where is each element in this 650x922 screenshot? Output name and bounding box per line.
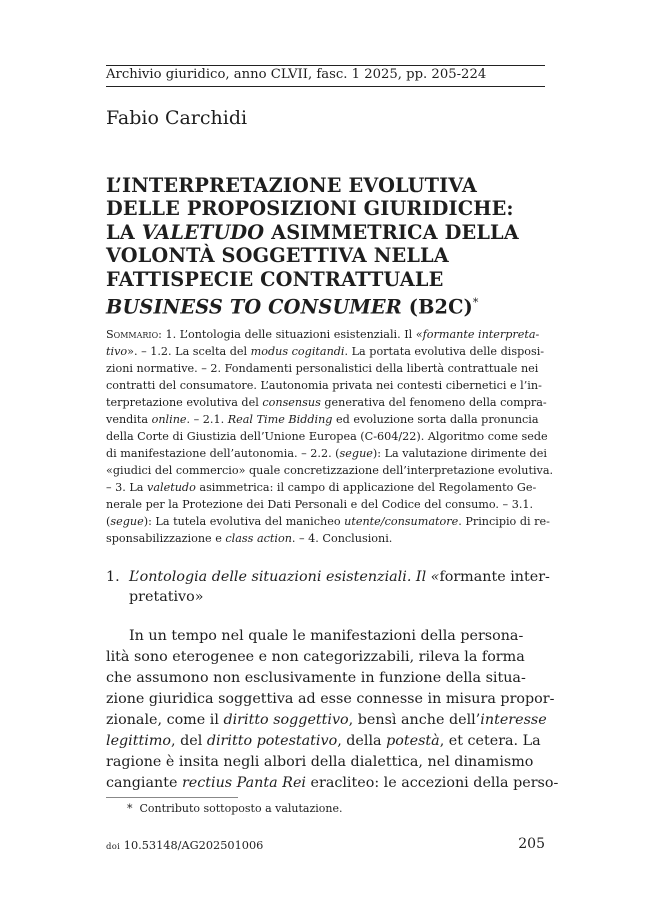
body-line: zionale, come il diritto soggettivo, bensì anche dell’interesse bbox=[106, 712, 547, 728]
article-title bbox=[106, 174, 551, 319]
summary-line: della Corte di Giustizia dell’Unione Europea (C-604/22). Algoritmo come sede bbox=[106, 430, 548, 443]
summary-line: zioni normative. – 2. Fondamenti personalistici della libertà contrattuale nei bbox=[106, 362, 539, 375]
summary-line: vendita online. – 2.1. Real Time Bidding ed evoluzione sorta dalla pronuncia bbox=[106, 413, 539, 426]
summary-line: (segue): La tutela evolutiva del manicheo utente/consumatore. Principio di re- bbox=[106, 515, 550, 528]
title-footnote-mark: * bbox=[472, 296, 479, 310]
summary-line: Sommario: 1. L’ontologia delle situazioni esistenziali. Il «formante interpreta- bbox=[106, 328, 540, 341]
footnote-mark: * bbox=[127, 802, 133, 815]
footnote-divider bbox=[106, 797, 238, 798]
section-heading bbox=[106, 567, 550, 607]
section-number: 1. bbox=[106, 569, 120, 585]
page-number: 205 bbox=[518, 836, 545, 852]
body-line: legittimo, del diritto potestativo, della potestà, et cetera. La bbox=[106, 733, 541, 749]
header-top-rule bbox=[106, 65, 545, 66]
summary-label: Sommario bbox=[106, 328, 159, 341]
title-line: VOLONTÀ SOGGETTIVA NELLA bbox=[106, 244, 449, 268]
author-name: Fabio Carchidi bbox=[106, 107, 248, 129]
doi-value: 10.53148/AG202501006 bbox=[123, 839, 264, 852]
journal-citation: Archivio giuridico, anno CLVII, fasc. 1 2025, pp. 205-224 bbox=[106, 67, 487, 82]
header-bottom-rule bbox=[106, 86, 545, 87]
body-line: zione giuridica soggettiva ad esse connesse in misura propor- bbox=[106, 691, 555, 707]
section-title-roman: formante inter- bbox=[439, 569, 550, 585]
body-line: lità sono eterogenee e non categorizzabili, rileva la forma bbox=[106, 649, 525, 665]
title-line: LA VALETUDO ASIMMETRICA DELLA bbox=[106, 220, 519, 244]
summary-line: sponsabilizzazione e class action. – 4. Conclusioni. bbox=[106, 532, 393, 545]
body-line: che assumono non esclusivamente in funzione della situa- bbox=[106, 670, 526, 686]
summary-line: – 3. La valetudo asimmetrica: il campo di applicazione del Regolamento Ge- bbox=[106, 481, 537, 494]
footnote-text: Contributo sottoposto a valutazione. bbox=[139, 802, 343, 815]
body-line: ragione è insita negli albori della dialettica, nel dinamismo bbox=[106, 754, 534, 770]
summary-block bbox=[106, 326, 554, 547]
doi-label: doi bbox=[106, 842, 121, 852]
body-paragraph bbox=[106, 626, 559, 794]
section-title-italic: L’ontologia delle situazioni esistenziali. Il « bbox=[129, 569, 440, 585]
summary-line: «giudici del commercio» quale concretizzazione dell’interpretazione evolutiva. bbox=[106, 464, 554, 477]
summary-line: tivo». – 1.2. La scelta del modus cogitandi. La portata evolutiva delle disposi- bbox=[106, 345, 545, 358]
section-title-line2: pretativo» bbox=[129, 589, 204, 605]
summary-line: di manifestazione dell’autonomia. – 2.2. (segue): La valutazione dirimente dei bbox=[106, 447, 547, 460]
title-line: L’INTERPRETAZIONE EVOLUTIVA bbox=[106, 174, 478, 197]
body-line: cangiante rectius Panta Rei eracliteo: le accezioni della perso- bbox=[106, 775, 559, 791]
footnote bbox=[127, 802, 343, 816]
summary-line: contratti del consumatore. L’autonomia privata nei contesti cibernetici e l’in- bbox=[106, 379, 542, 392]
title-line: DELLE PROPOSIZIONI GIURIDICHE: bbox=[106, 197, 514, 221]
doi-line bbox=[106, 839, 263, 854]
summary-line: nerale per la Protezione dei Dati Personali e del Codice del consumo. – 3.1. bbox=[106, 498, 534, 511]
summary-line: terpretazione evolutiva del consensus generativa del fenomeno della compra- bbox=[106, 396, 547, 409]
title-line: FATTISPECIE CONTRATTUALE bbox=[106, 267, 444, 291]
title-line: BUSINESS TO CONSUMER (B2C)* bbox=[106, 295, 479, 319]
body-line: In un tempo nel quale le manifestazioni della persona- bbox=[129, 628, 524, 644]
